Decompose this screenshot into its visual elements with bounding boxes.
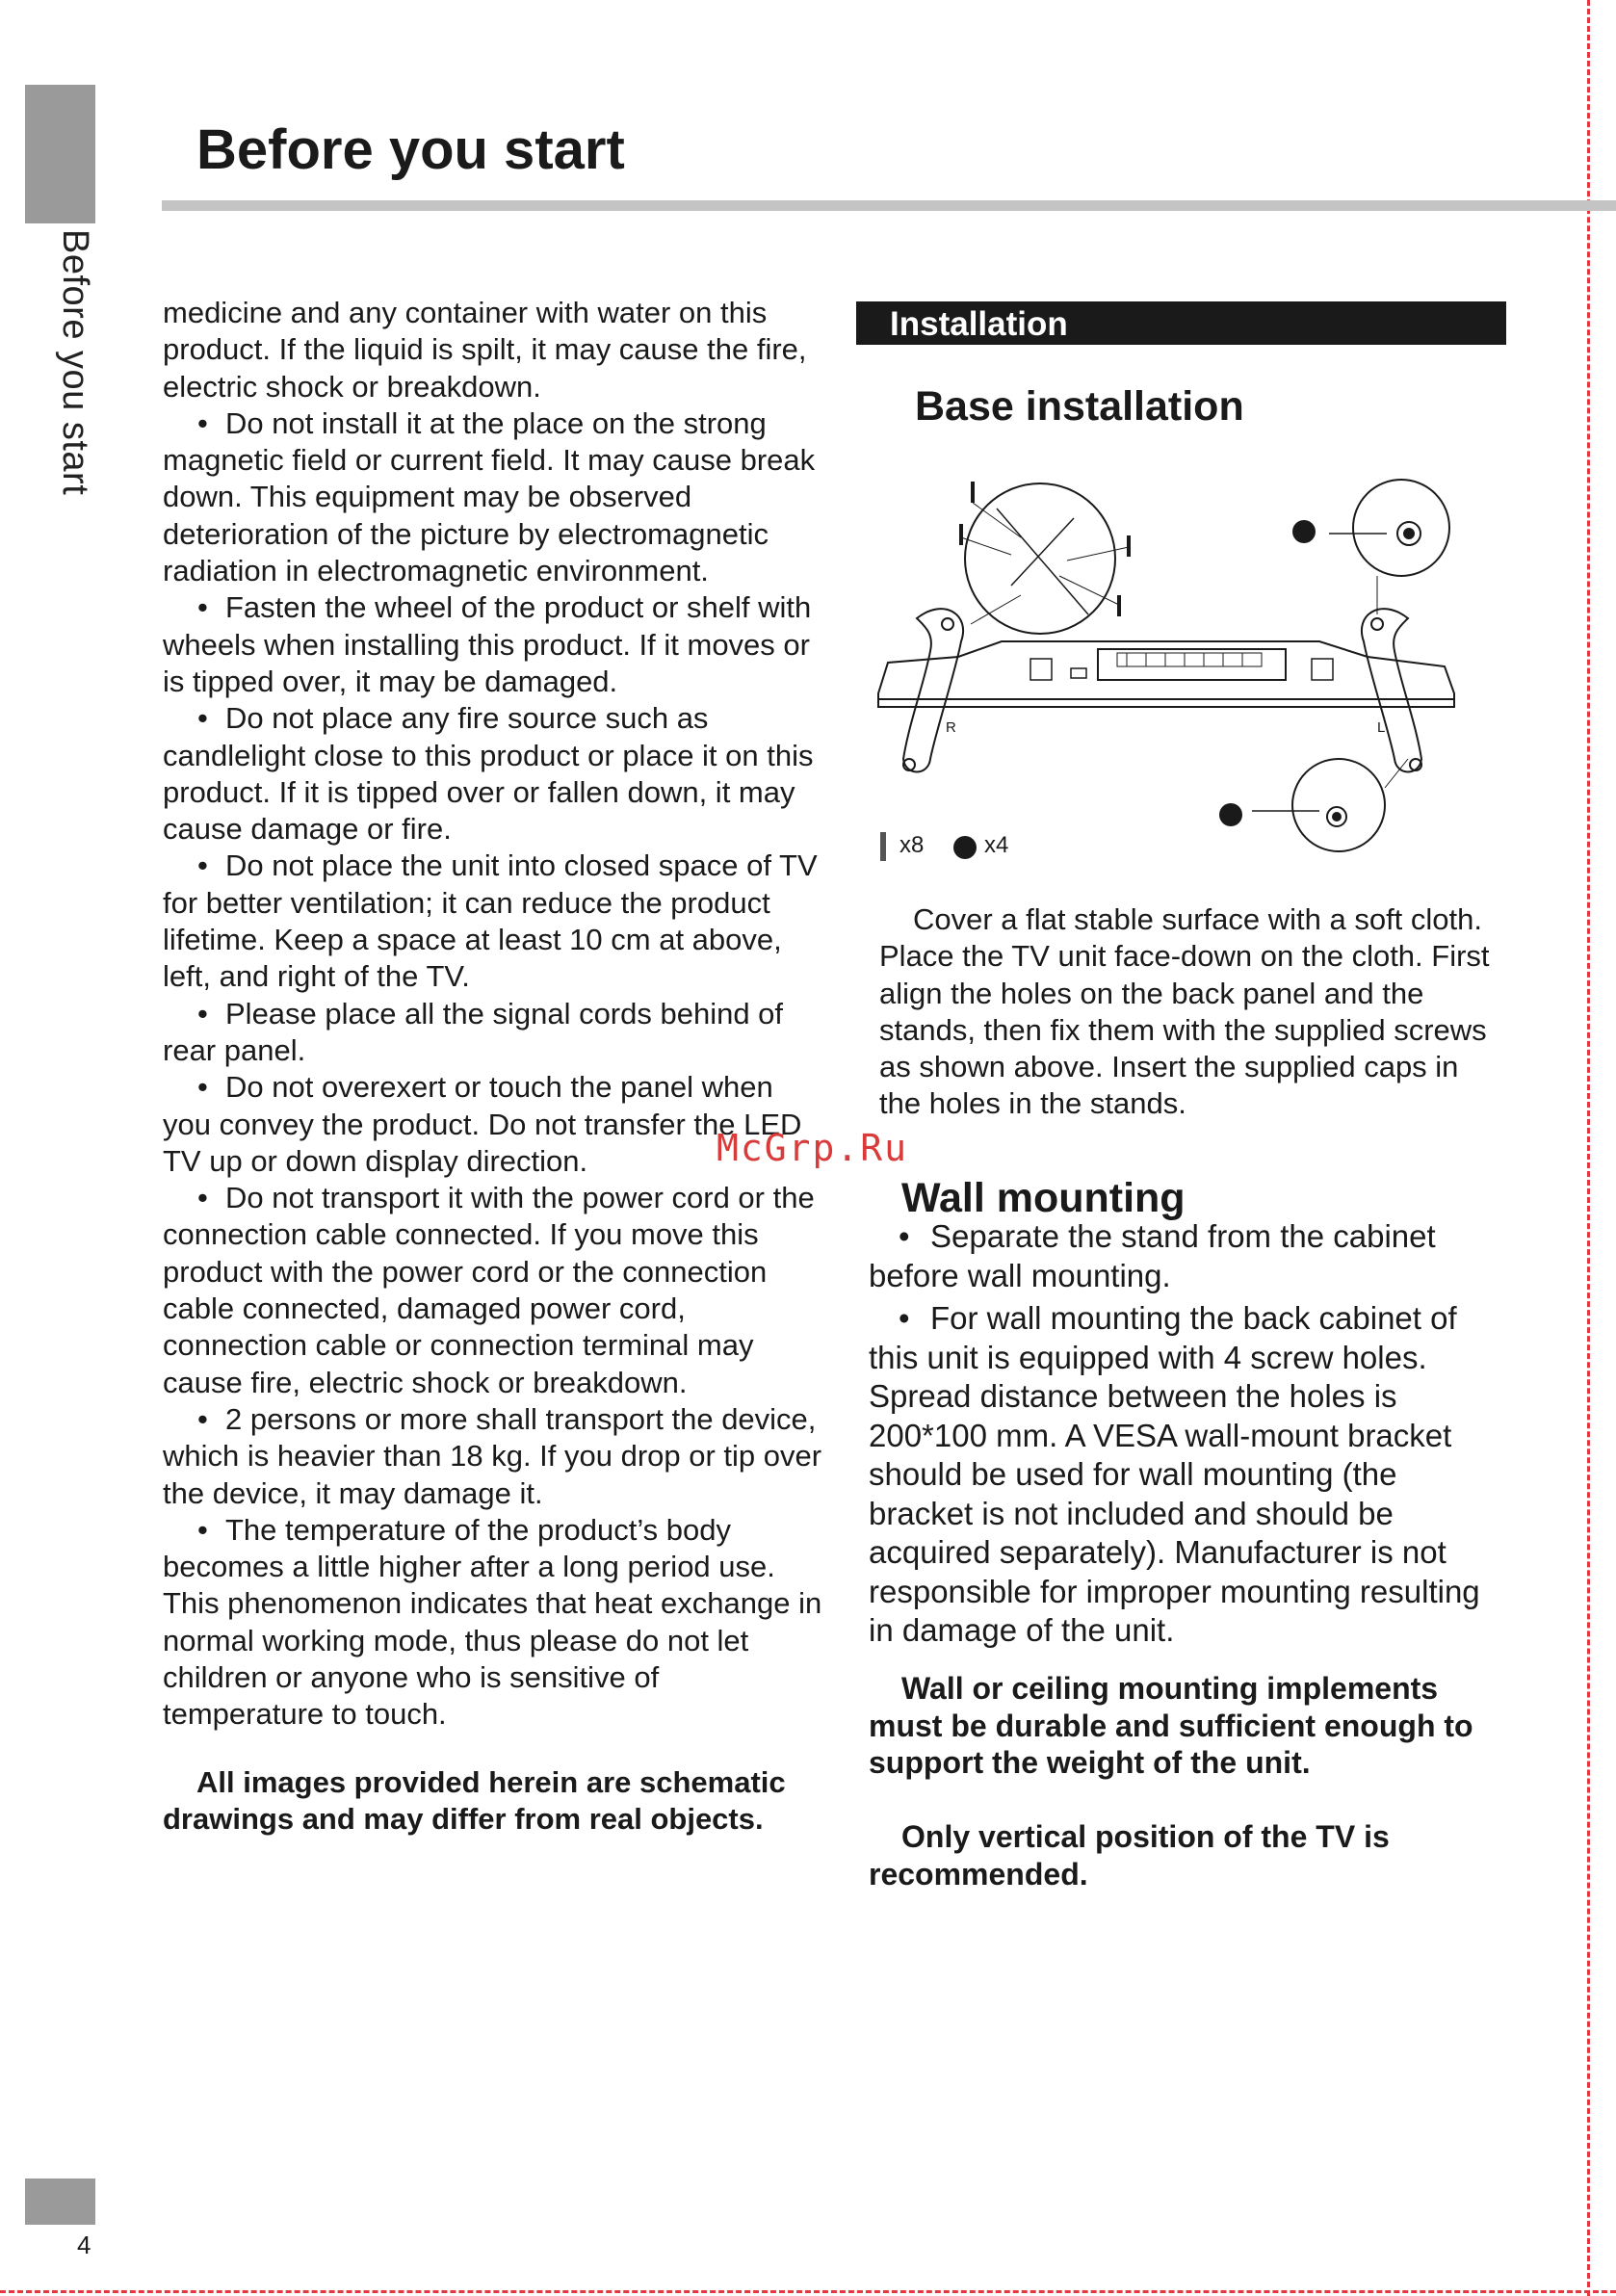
side-tab-label: Before you start (55, 229, 95, 496)
page-title: Before you start (196, 118, 625, 181)
page-tab-marker (25, 2179, 95, 2225)
bullet-icon: • (899, 1218, 910, 1254)
side-tab-marker (25, 85, 95, 223)
cap-icon (953, 836, 977, 859)
installation-section-header (856, 301, 1506, 345)
bullet-icon: • (197, 701, 208, 736)
cap-callout-top (1292, 520, 1316, 543)
wall-mounting-heading: Wall mounting (901, 1175, 1186, 1221)
stand-right (903, 609, 963, 771)
safety-bullet (163, 405, 827, 589)
bullet-icon: • (197, 1181, 208, 1215)
safety-bullet-text: Do not place any fire source such as candlelight close to this product or place it on this product. If it is tipped over or fallen down, it may cause damage or fire. (163, 701, 814, 847)
wall-bullet (869, 1217, 1509, 1295)
safety-bullet-text: 2 persons or more shall transport the device, which is heavier than 18 kg. If you drop or tip over the device, it may damage it. (163, 1401, 822, 1510)
safety-bullet (163, 1401, 827, 1512)
wall-mounting-text (869, 1217, 1509, 1651)
safety-bullet (163, 589, 827, 700)
mounting-warning: Wall or ceiling mounting implements must be durable and sufficient enough to support the weight of the unit. (869, 1671, 1473, 1780)
stand-left (1362, 609, 1421, 771)
schematic-note: All images provided herein are schematic drawings and may differ from real objects. (163, 1764, 786, 1836)
safety-bullet-text: Fasten the wheel of the product or shelf with wheels when installing this product. If it moves or is tipped over, it may be damaged. (163, 590, 812, 698)
wall-bullet-text: For wall mounting the back cabinet of this unit is equipped with 4 screw holes. Spread distance between the holes is 200*100 mm. A VESA wall-mount bracket should be used for wall mounting (the bracket is not included and should be acquired separately). Manufacturer is not responsible for improper mounting resulting in damage of the unit. (869, 1300, 1480, 1648)
safety-bullet-text: Do not transport it with the power cord or the connection cable connected. If you move this product with the power cord or the connection cable connected, damaged power cord, connection cable or connection terminal may cause fire, electric shock or breakdown. (163, 1181, 815, 1399)
base-installation-diagram (867, 470, 1483, 865)
screw-icon (880, 832, 886, 861)
installation-section-label: Installation (890, 305, 1068, 343)
safety-bullet (163, 1512, 827, 1734)
bullet-icon: • (197, 1512, 208, 1547)
zoom-circle-cap-bottom (1292, 759, 1385, 851)
safety-bullet-text: Do not install it at the place on the strong magnetic field or current field. It may cause break down. This equipment may be observed deterioration of the picture by electromagnetic radiation in electromagnetic environment. (163, 405, 816, 588)
bullet-icon: • (197, 1401, 208, 1436)
safety-bullet (163, 1180, 827, 1401)
label-l: L (1377, 719, 1386, 736)
base-instructions (879, 901, 1496, 1123)
title-divider (162, 200, 1616, 211)
base-installation-heading: Base installation (915, 383, 1244, 430)
page-number: 4 (77, 2231, 91, 2259)
safety-bullet-text: Do not place the unit into closed space of TV for better ventilation; it can reduce the product lifetime. Keep a space at least 10 cm at above, left, and right of the TV. (163, 848, 818, 994)
safety-bullet (163, 996, 827, 1070)
cut-line-right (1587, 0, 1590, 2296)
safety-bullet-text: The temperature of the product’s body becomes a little higher after a long period use. This phenomenon indicates that heat exchange in normal working mode, thus please do not let children or anyone who is sensitive of temperature to touch. (163, 1512, 822, 1732)
cap-count: x4 (984, 832, 1009, 858)
tv-back-module (1098, 649, 1286, 680)
safety-bullet (163, 848, 827, 995)
bullet-icon: • (899, 1300, 910, 1336)
wall-bullet-text: Separate the stand from the cabinet before wall mounting. (869, 1218, 1436, 1293)
wall-bullet (869, 1299, 1509, 1651)
safety-bullet-text: Please place all the signal cords behind of rear panel. (163, 996, 784, 1067)
safety-bullet-text: Do not overexert or touch the panel when you convey the product. Do not transfer the LED TV up or down display direction. (163, 1070, 802, 1178)
zoom-circle-cap-top (1353, 480, 1449, 576)
watermark: McGrp.Ru (717, 1127, 909, 1169)
bullet-icon: • (197, 1070, 208, 1105)
safety-bullet (163, 700, 827, 848)
bullet-icon: • (197, 848, 208, 883)
cap-callout-bottom (1219, 803, 1242, 826)
safety-intro: medicine and any container with water on this product. If the liquid is spilt, it may cause the fire, electric shock or breakdown. (163, 296, 807, 404)
bullet-icon: • (197, 996, 208, 1031)
bullet-icon: • (197, 590, 208, 625)
vertical-position-note: Only vertical position of the TV is recommended. (869, 1819, 1390, 1892)
tv-back-panel (878, 641, 1454, 707)
cut-line-bottom (0, 2290, 1616, 2293)
safety-column (163, 295, 827, 1838)
label-r: R (946, 719, 956, 736)
base-instructions-text: Cover a flat stable surface with a soft cloth. Place the TV unit face-down on the cloth. First align the holes on the back panel and the stands, then fix them with the supplied screws as shown above. Insert the supplied caps in the holes in the stands. (879, 902, 1490, 1121)
bullet-icon: • (197, 405, 208, 440)
screw-count: x8 (899, 832, 925, 858)
